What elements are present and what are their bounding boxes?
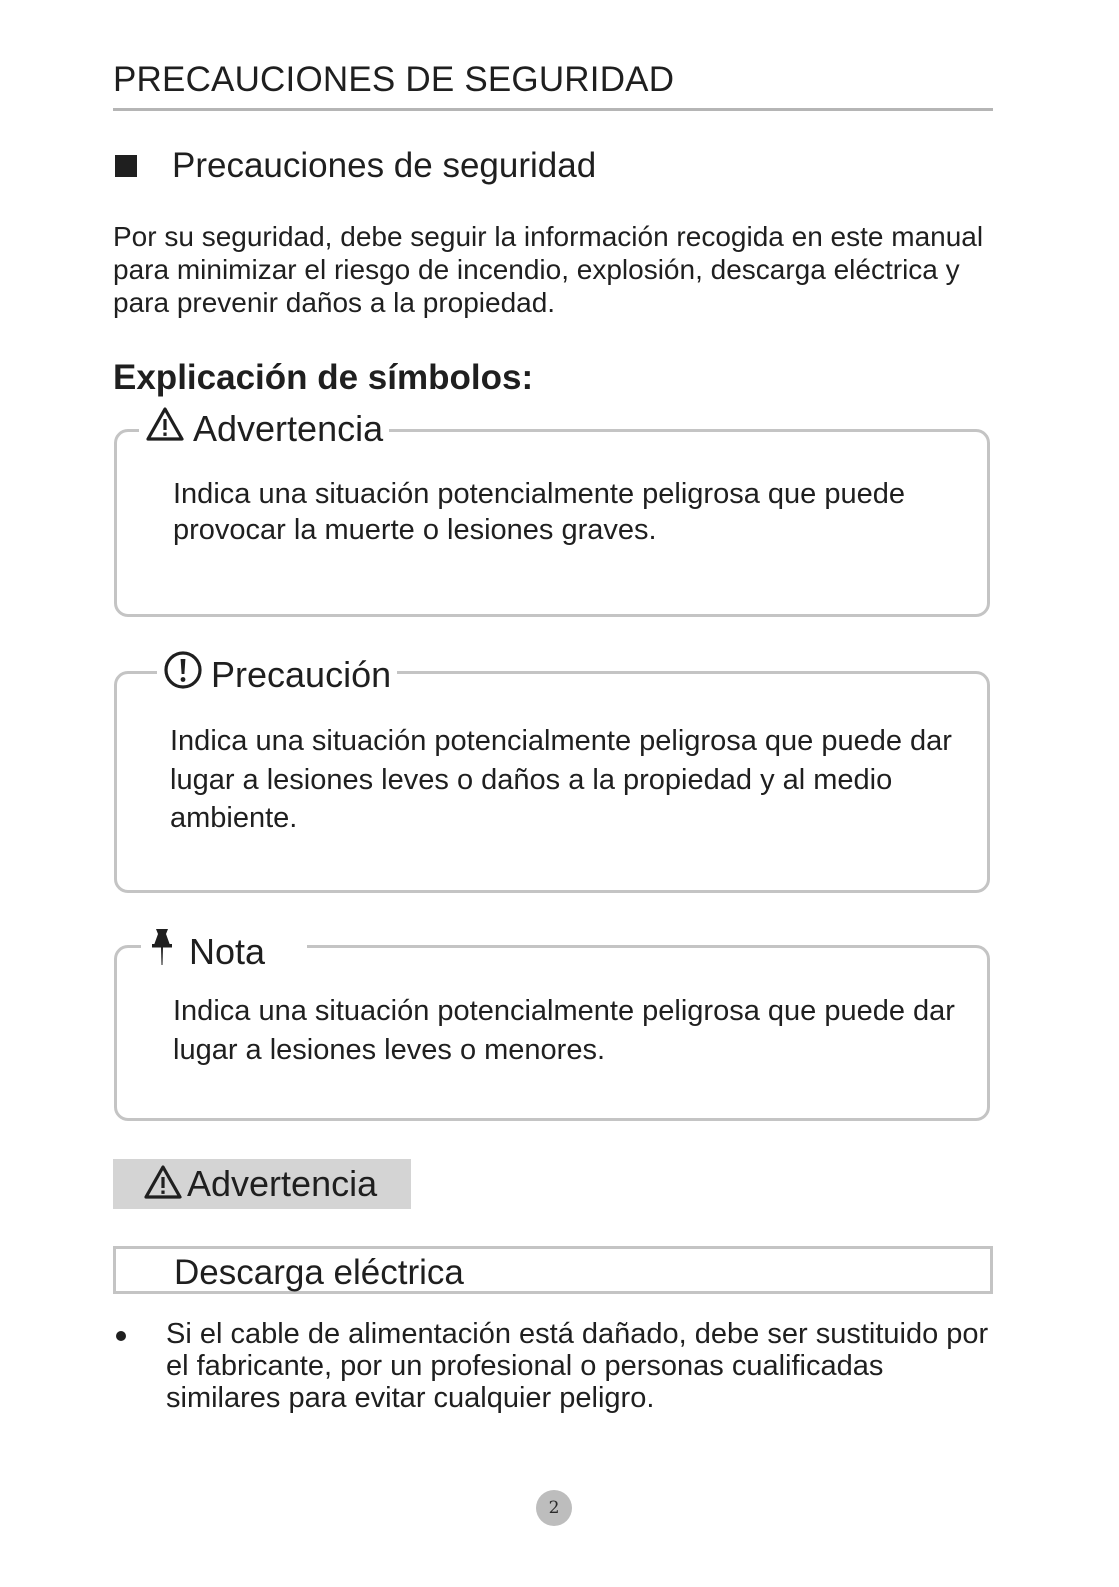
note-legend-label: Nota: [189, 930, 266, 972]
caution-legend: [157, 650, 397, 699]
caution-symbol-box: [114, 653, 990, 893]
subheading-box: [113, 1246, 993, 1294]
square-bullet-icon: [115, 155, 137, 177]
subheading-text: Descarga eléctrica: [174, 1253, 464, 1292]
page-number: 2: [536, 1490, 572, 1526]
symbols-heading: Explicación de símbolos:: [113, 358, 534, 397]
warning-triangle-icon: [145, 406, 185, 451]
warning-band-label: Advertencia: [187, 1163, 378, 1204]
title-divider: [113, 108, 993, 111]
note-symbol-box: [114, 930, 990, 1121]
caution-legend-label: Precaución: [211, 653, 392, 695]
bullet-icon: [116, 1331, 126, 1341]
warning-symbol-box: [114, 407, 990, 617]
page-title: PRECAUCIONES DE SEGURIDAD: [113, 60, 675, 99]
warning-legend-label: Advertencia: [193, 407, 384, 449]
note-description: Indica una situación potencialmente peligrosa que puede dar lugar a lesiones leves o menores.: [173, 995, 955, 1066]
section-heading: [115, 145, 596, 187]
caution-description: Indica una situación potencialmente peligrosa que puede dar lugar a lesiones leves o daños a la propiedad y al medio ambiente.: [170, 725, 952, 834]
intro-paragraph: Por su seguridad, debe seguir la información recogida en este manual para minimizar el riesgo de incendio, explosión, descarga eléctrica y para prevenir daños a la propiedad.: [113, 221, 984, 318]
pushpin-icon: [147, 926, 177, 977]
warning-triangle-icon: [143, 1164, 183, 1205]
section-heading-text: Precauciones de seguridad: [172, 146, 597, 185]
warning-band: [113, 1159, 411, 1209]
exclamation-circle-icon: [163, 650, 203, 699]
note-legend: [141, 926, 307, 977]
warning-description: Indica una situación potencialmente peligrosa que puede provocar la muerte o lesiones graves.: [173, 478, 905, 546]
list-item-text: Si el cable de alimentación está dañado, debe ser sustituido por el fabricante, por un profesional o personas cualificadas similares para evitar cualquier peligro.: [166, 1318, 989, 1414]
warning-legend: [139, 406, 389, 451]
